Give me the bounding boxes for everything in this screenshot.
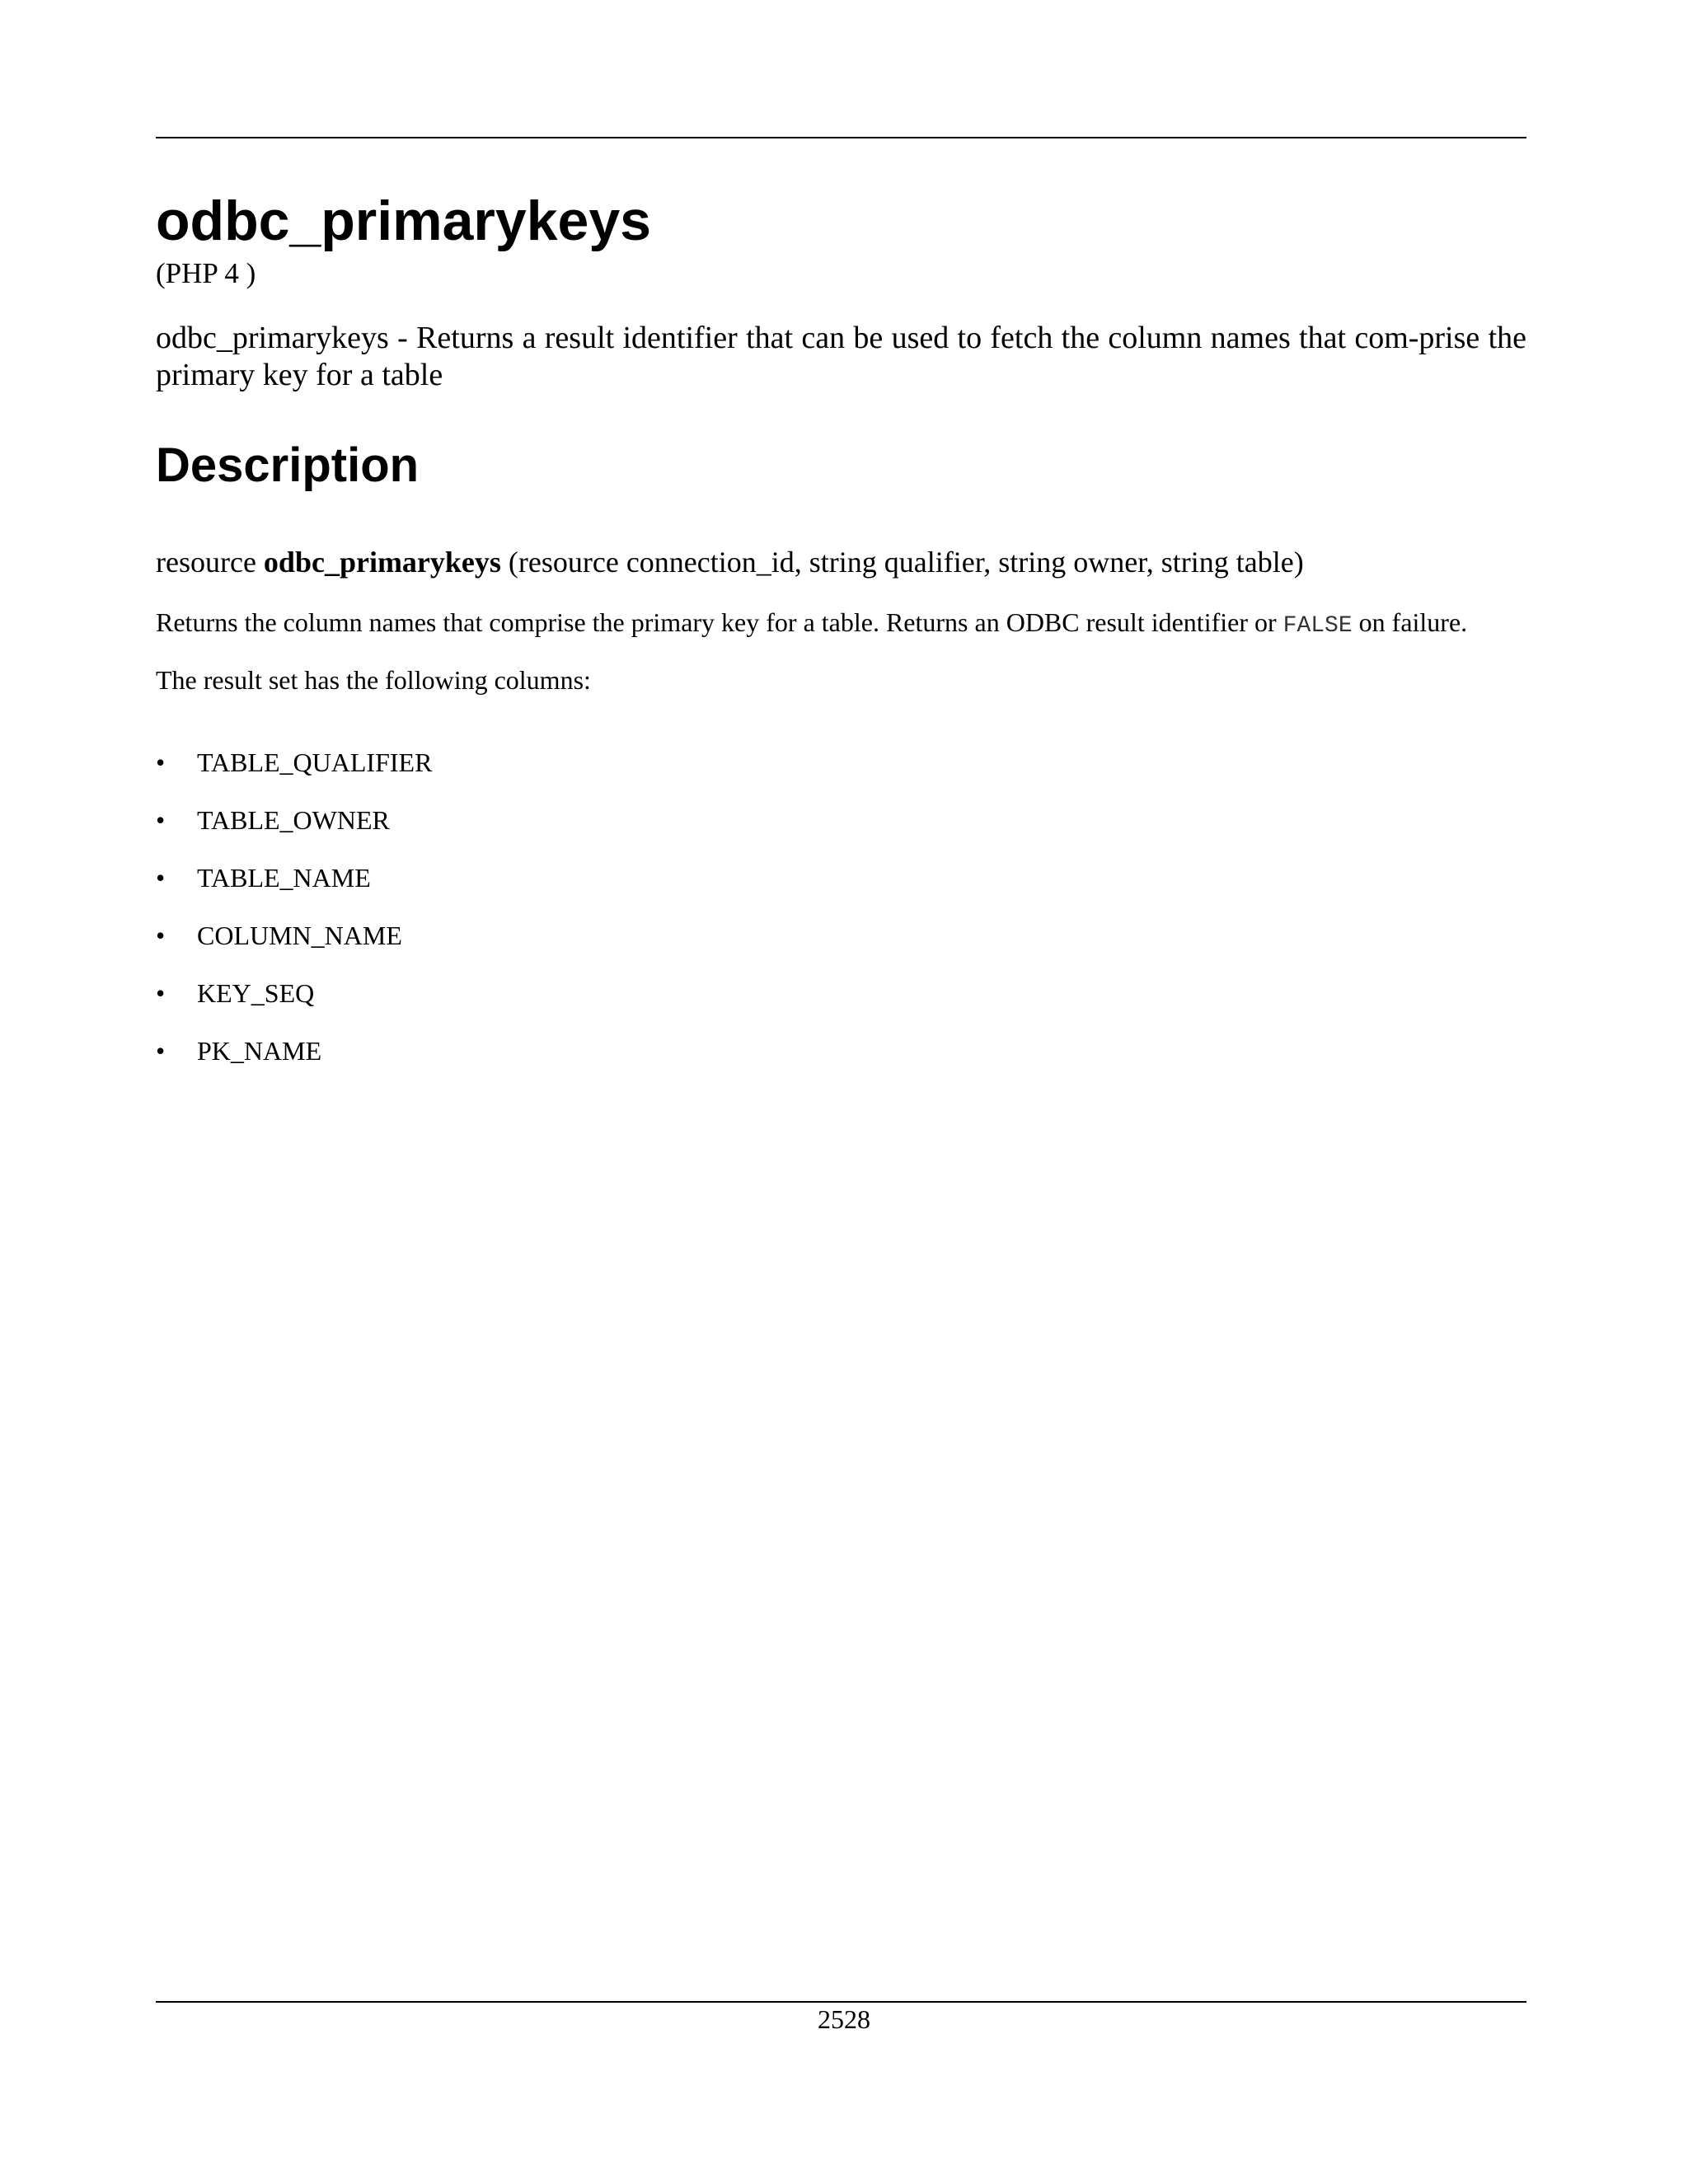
bullet-icon: •: [156, 748, 166, 777]
bullet-icon: •: [156, 978, 166, 1008]
bullet-icon: •: [156, 921, 166, 950]
column-name-label: TABLE_OWNER: [197, 805, 390, 835]
page-title: odbc_primarykeys: [156, 190, 651, 252]
bullet-icon: •: [156, 805, 166, 835]
return-type: resource: [156, 546, 256, 579]
bullet-icon: •: [156, 863, 166, 893]
returns-text-before: Returns the column names that comprise the primary key for a table. Returns an ODBC result identifier or: [156, 607, 1277, 637]
returns-text-after: on failure.: [1358, 607, 1468, 637]
function-synopsis: [156, 544, 1304, 580]
function-params: (resource connection_id, string qualifier, string owner, string table): [508, 546, 1304, 579]
column-name-label: TABLE_QUALIFIER: [197, 748, 433, 777]
version-info: (PHP 4 ): [156, 257, 256, 289]
column-name-label: COLUMN_NAME: [197, 921, 402, 950]
page-number: 2528: [818, 2004, 870, 2034]
column-name-label: KEY_SEQ: [197, 978, 315, 1008]
column-name-label: TABLE_NAME: [197, 863, 371, 893]
refpurpose: odbc_primarykeys - Returns a result identifier that can be used to fetch the column names that com-prise the primary key for a table: [156, 321, 1526, 392]
bullet-icon: •: [156, 1036, 166, 1066]
false-constant: FALSE: [1282, 613, 1353, 639]
columns-intro: The result set has the following columns:: [156, 665, 591, 695]
description-heading: Description: [156, 438, 420, 492]
function-name: odbc_primarykeys: [263, 546, 501, 579]
column-name-label: PK_NAME: [197, 1036, 322, 1066]
header-rule: [156, 137, 1526, 138]
returns-paragraph: [156, 606, 1467, 643]
